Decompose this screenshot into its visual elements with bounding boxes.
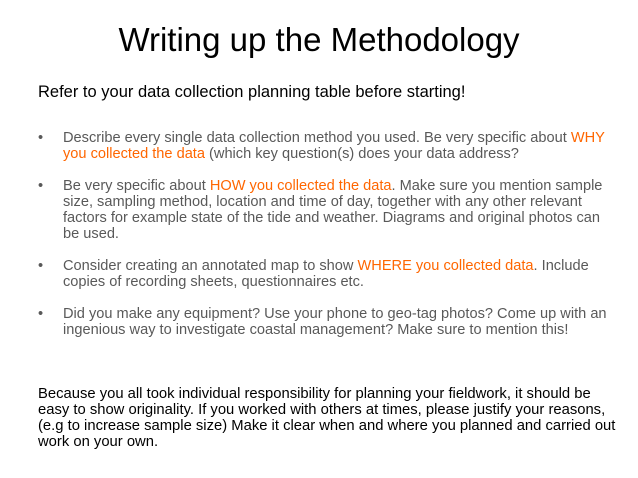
bullet-highlight: WHERE you collected data bbox=[357, 258, 534, 274]
bullet-item-how bbox=[38, 178, 618, 242]
bullet-text: Did you make any equipment? Use your phone to geo-tag photos? Come up with an ingenious way to investigate coastal management? Make sure to mention this! bbox=[63, 306, 607, 338]
bullet-marker: • bbox=[38, 306, 44, 322]
bullet-marker: • bbox=[38, 178, 44, 194]
bullet-text: Describe every single data collection method you used. Be very specific about bbox=[63, 130, 571, 146]
bullet-marker: • bbox=[38, 258, 44, 274]
bullet-marker: • bbox=[38, 130, 44, 146]
bullet-text: Be very specific about bbox=[63, 178, 210, 194]
bullet-item-why bbox=[38, 130, 618, 162]
bullet-text: Consider creating an annotated map to show bbox=[63, 258, 358, 274]
bullet-text-after: . Include copies of recording sheets, questionnaires etc. bbox=[63, 258, 589, 290]
closing-paragraph: Because you all took individual responsibility for planning your fieldwork, it should be easy to show originality. If you worked with others at times, please justify your reasons, (e.g to increase sample size) Make it clear when and where you planned and carried out work on your own. bbox=[38, 386, 616, 450]
bullet-text-after: (which key question(s) does your data address? bbox=[204, 146, 519, 162]
bullet-highlight: WHY you collected the data bbox=[63, 130, 605, 162]
slide-title: Writing up the Methodology bbox=[118, 21, 520, 58]
bullet-highlight: HOW you collected the data bbox=[209, 178, 392, 194]
bullet-item-equipment bbox=[38, 306, 618, 338]
bullet-list bbox=[38, 130, 618, 354]
bullet-text-after: . Make sure you mention sample size, sampling method, location and time of day, together with any other relevant factors for example state of the tide and weather. Diagrams and original photos can be used. bbox=[63, 178, 603, 242]
bullet-item-where bbox=[38, 258, 618, 290]
intro-text: Refer to your data collection planning table before starting! bbox=[38, 83, 466, 101]
